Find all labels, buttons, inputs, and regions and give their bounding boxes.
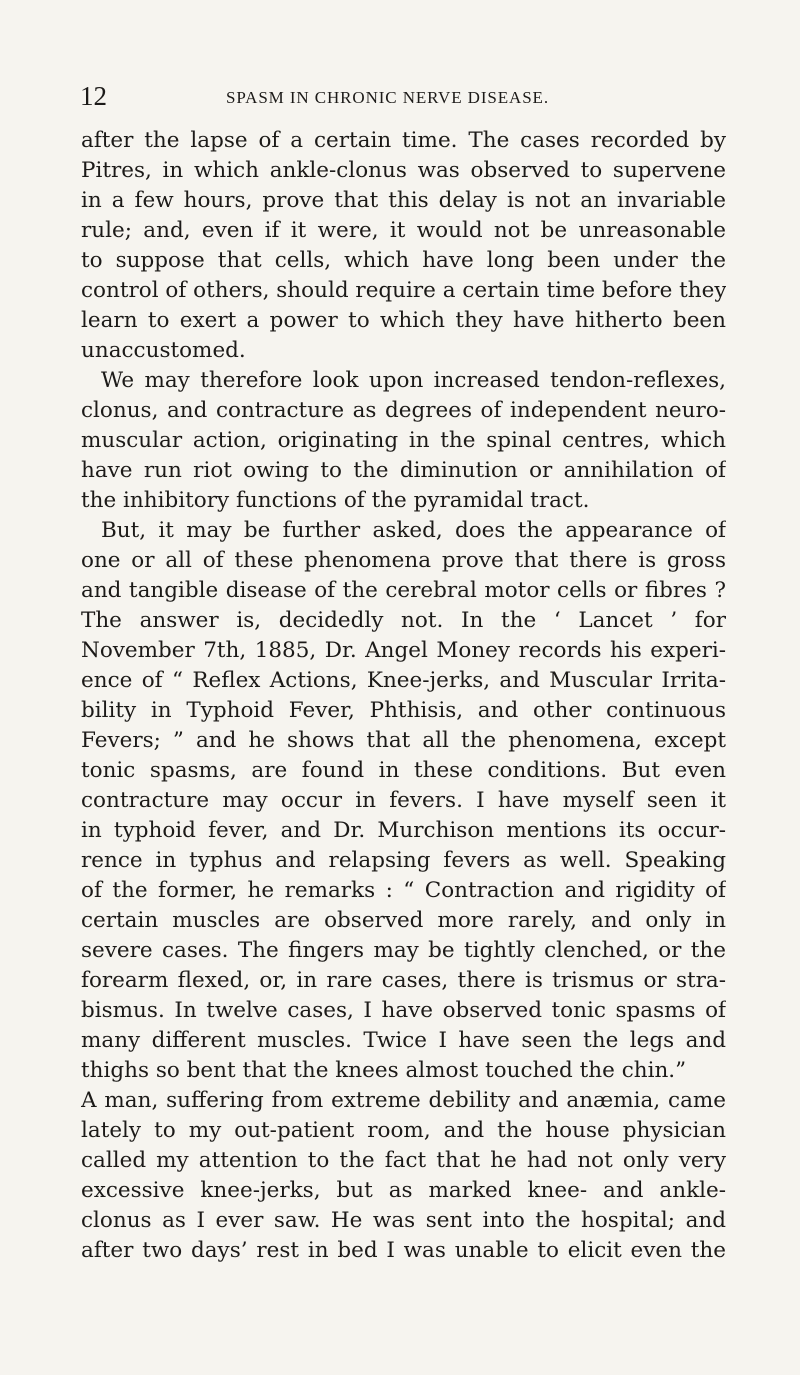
text-line: severe cases. The fingers may be tightly clenched, or the bbox=[81, 938, 726, 963]
text-line: rule; and, even if it were, it would not be unreasonable bbox=[81, 218, 726, 243]
text-line: many different muscles. Twice I have seen the legs and bbox=[81, 1028, 726, 1053]
text-line: Fevers; ” and he shows that all the phenomena, except bbox=[81, 728, 726, 753]
text-line: clonus, and contracture as degrees of independent neuro- bbox=[81, 398, 726, 423]
text-line: the inhibitory functions of the pyramidal tract. bbox=[81, 488, 590, 513]
text-line: The answer is, decidedly not. In the ‘ Lancet ’ for bbox=[81, 608, 726, 633]
text-line: unaccustomed. bbox=[81, 338, 246, 363]
text-line: rence in typhus and relapsing fevers as well. Speaking bbox=[81, 848, 726, 873]
text-line: after the lapse of a certain time. The cases recorded by bbox=[81, 128, 726, 153]
text-line: in a few hours, prove that this delay is not an invariable bbox=[81, 188, 726, 213]
text-line: of the former, he remarks : “ Contraction and rigidity of bbox=[81, 878, 726, 903]
text-line: bismus. In twelve cases, I have observed tonic spasms of bbox=[81, 998, 726, 1023]
text-line: have run riot owing to the diminution or annihilation of bbox=[81, 458, 726, 483]
text-line: muscular action, originating in the spinal centres, which bbox=[81, 428, 726, 453]
text-line: forearm flexed, or, in rare cases, there is trismus or stra- bbox=[81, 968, 726, 993]
running-head bbox=[0, 80, 800, 120]
text-line: called my attention to the fact that he had not only very bbox=[81, 1148, 726, 1173]
text-line: lately to my out-patient room, and the house physician bbox=[81, 1118, 726, 1143]
text-line: clonus as I ever saw. He was sent into the hospital; and bbox=[81, 1208, 726, 1233]
paragraph-start-line: But, it may be further asked, does the appearance of bbox=[101, 518, 726, 543]
text-line: thighs so bent that the knees almost touched the chin.” bbox=[81, 1058, 687, 1083]
text-line: in typhoid fever, and Dr. Murchison mentions its occur- bbox=[81, 818, 726, 843]
text-line: contracture may occur in fevers. I have myself seen it bbox=[81, 788, 726, 813]
text-line: to suppose that cells, which have long been under the bbox=[81, 248, 726, 273]
text-line: after two days’ rest in bed I was unable to elicit even the bbox=[81, 1238, 726, 1263]
body-text bbox=[81, 126, 726, 1266]
running-title: SPASM IN CHRONIC NERVE DISEASE. bbox=[226, 88, 549, 107]
text-line: certain muscles are observed more rarely, and only in bbox=[81, 908, 726, 933]
text-line: tonic spasms, are found in these conditions. But even bbox=[81, 758, 726, 783]
text-line: ence of “ Reflex Actions, Knee-jerks, and Muscular Irrita- bbox=[81, 668, 726, 693]
text-line: control of others, should require a certain time before they bbox=[81, 278, 726, 303]
text-line: A man, suffering from extreme debility and anæmia, came bbox=[81, 1088, 726, 1113]
text-line: Pitres, in which ankle-clonus was observed to supervene bbox=[81, 158, 726, 183]
text-line: bility in Typhoid Fever, Phthisis, and other continuous bbox=[81, 698, 726, 723]
page-number: 12 bbox=[80, 81, 107, 111]
text-line: November 7th, 1885, Dr. Angel Money records his experi- bbox=[81, 638, 726, 663]
paragraph-start-line: We may therefore look upon increased tendon-reflexes, bbox=[101, 368, 726, 393]
text-line: learn to exert a power to which they have hitherto been bbox=[81, 308, 726, 333]
text-line: one or all of these phenomena prove that there is gross bbox=[81, 548, 726, 573]
text-line: and tangible disease of the cerebral motor cells or fibres ? bbox=[81, 578, 726, 603]
text-line: excessive knee-jerks, but as marked knee- and ankle- bbox=[81, 1178, 726, 1203]
